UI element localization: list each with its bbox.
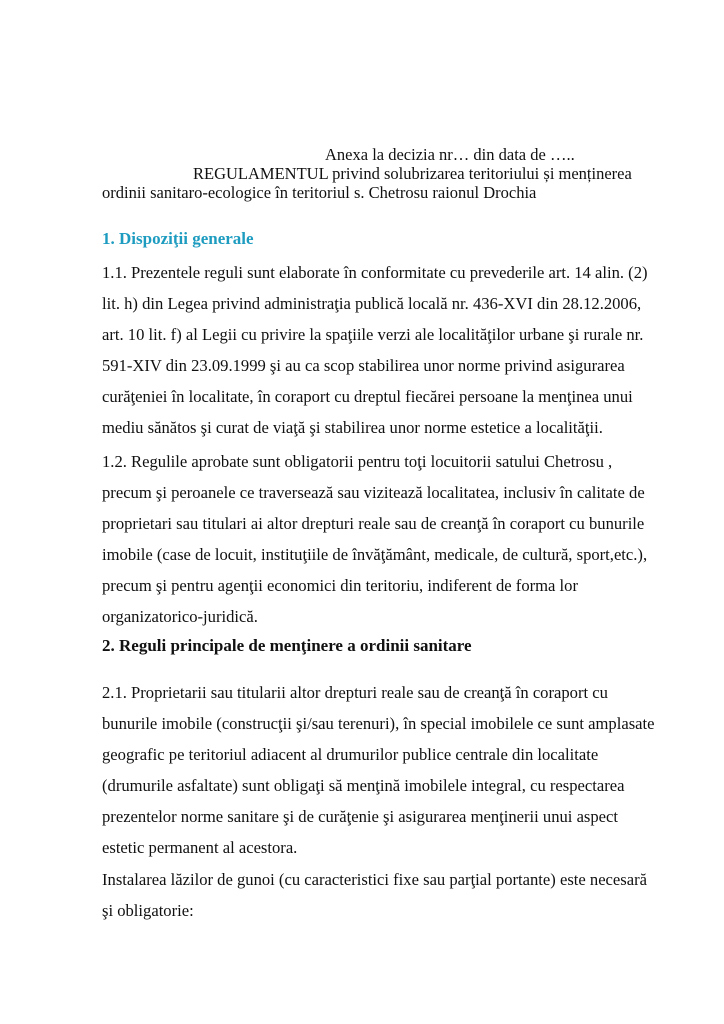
text-line: 1.1. Prezentele reguli sunt elaborate în conformitate cu prevederile art. 14 alin. (2) (102, 263, 648, 282)
annex-line: Anexa la decizia nr… din data de ….. (325, 145, 575, 164)
text-line: precum şi peroanele ce traversează sau vizitează localitatea, inclusiv în calitate de (102, 483, 645, 502)
text-line: 2.1. Proprietarii sau titularii altor drepturi reale sau de creanţă în coraport cu (102, 683, 608, 702)
text-line: estetic permanent al acestora. (102, 838, 298, 857)
section-heading-sanitary-rules: 2. Reguli principale de menţinere a ordinii sanitare (102, 636, 472, 655)
paragraph-1-2 (102, 446, 662, 632)
paragraph-1-1 (102, 257, 662, 443)
section-heading-general-provisions: 1. Dispoziţii generale (102, 229, 254, 248)
regulation-title-line1: REGULAMENTUL privind solubrizarea teritoriului și menținerea (193, 164, 632, 183)
text-line: 591-XIV din 23.09.1999 şi au ca scop stabilirea unor norme privind asigurarea (102, 356, 625, 375)
text-line: curăţeniei în localitate, în coraport cu dreptul fiecărei persoane la menţinea unui (102, 387, 633, 406)
text-line: (drumurile asfaltate) sunt obligaţi să menţină imobilele integral, cu respectarea (102, 776, 625, 795)
text-line: precum şi pentru agenţii economici din teritoriu, indiferent de forma lor (102, 576, 578, 595)
text-line: geografic pe teritoriul adiacent al drumurilor publice centrale din localitate (102, 745, 599, 764)
text-line: bunurile imobile (construcţii şi/sau terenuri), în special imobilele ce sunt amplasate (102, 714, 655, 733)
text-line: imobile (case de locuit, instituţiile de învăţământ, medicale, de cultură, sport,etc.), (102, 545, 648, 564)
text-line: art. 10 lit. f) al Legii cu privire la spaţiile verzi ale localităţilor urbane şi rurale nr. (102, 325, 644, 344)
text-line: şi obligatorie: (102, 901, 194, 920)
paragraph-waste-bins (102, 864, 662, 926)
paragraph-2-1 (102, 677, 662, 863)
text-line: proprietari sau titulari ai altor drepturi reale sau de creanţă în coraport cu bunurile (102, 514, 645, 533)
text-line: mediu sănătos şi curat de viaţă şi stabilirea unor norme estetice a localităţii. (102, 418, 603, 437)
text-line: organizatorico-juridică. (102, 607, 258, 626)
text-line: Instalarea lăzilor de gunoi (cu caracteristici fixe sau parţial portante) este necesară (102, 870, 648, 889)
text-line: lit. h) din Legea privind administraţia publică locală nr. 436-XVI din 28.12.2006, (102, 294, 642, 313)
text-line: prezentelor norme sanitare şi de curăţenie şi asigurarea menţinerii unui aspect (102, 807, 619, 826)
regulation-title-line2: ordinii sanitaro-ecologice în teritoriul s. Chetrosu raionul Drochia (102, 183, 537, 202)
text-line: 1.2. Regulile aprobate sunt obligatorii pentru toţi locuitorii satului Chetrosu , (102, 452, 613, 471)
